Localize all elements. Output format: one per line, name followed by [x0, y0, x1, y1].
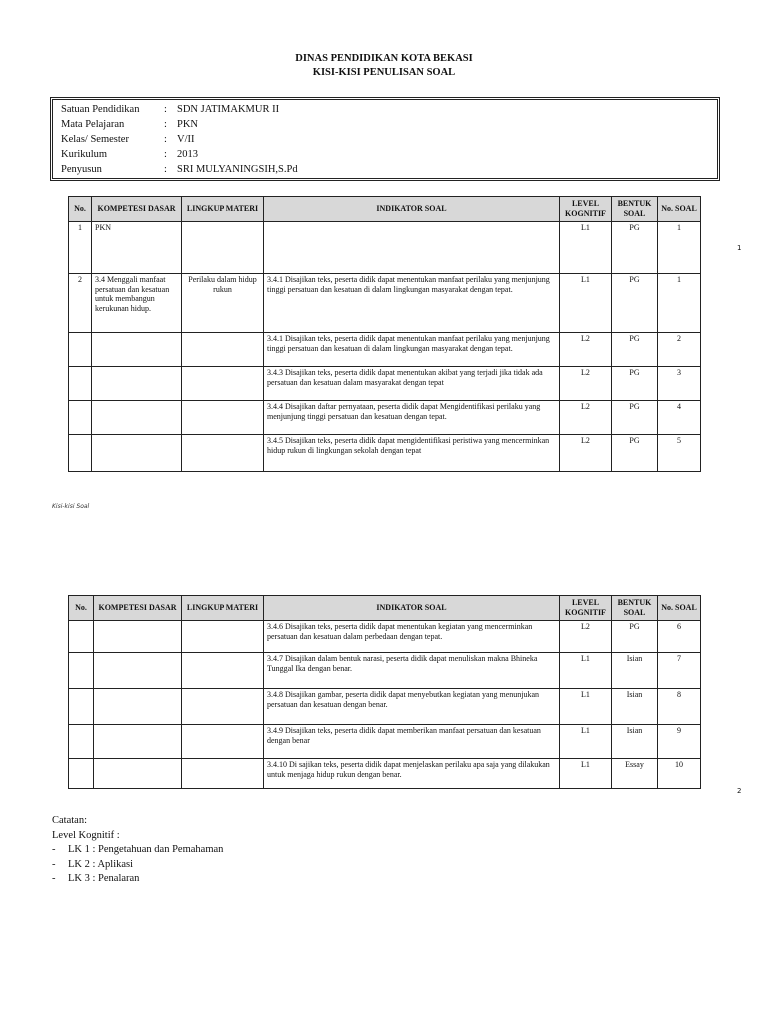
- cell-indikator: 3.4.9 Disajikan teks, peserta didik dapat memberikan manfaat persatuan dan kesatuan dengan benar: [264, 725, 560, 759]
- cell-lm: [182, 759, 264, 789]
- info-colon: :: [164, 119, 167, 130]
- col-level-kognitif: LEVEL KOGNITIF: [560, 197, 612, 222]
- header-line-2: KISI-KISI PENULISAN SOAL: [312, 67, 456, 78]
- cell-bs: PG: [612, 621, 658, 653]
- col-no-soal: No. SOAL: [658, 197, 701, 222]
- cell-ns: 9: [658, 725, 701, 759]
- cell-indikator: 3.4.6 Disajikan teks, peserta didik dapat menentukan kegiatan yang mencerminkan persatuan dan kesatuan dalam perbedaan dengan tepat.: [264, 621, 560, 653]
- cell-kd: [94, 725, 182, 759]
- notes-item: [52, 843, 223, 858]
- table-row: [69, 333, 701, 367]
- cell-bs: PG: [612, 401, 658, 435]
- cell-lk: L2: [560, 435, 612, 472]
- cell-ns: 7: [658, 653, 701, 689]
- cell-lk: L2: [560, 333, 612, 367]
- col-no: No.: [69, 596, 94, 621]
- cell-bs: PG: [612, 435, 658, 472]
- table-row: [69, 759, 701, 789]
- cell-lk: L1: [560, 689, 612, 725]
- info-value: 2013: [177, 149, 198, 160]
- cell-lk: L2: [560, 401, 612, 435]
- cell-lm: [182, 689, 264, 725]
- cell-lm: Perilaku dalam hidup rukun: [182, 274, 264, 333]
- cell-indikator: 3.4.10 Di sajikan teks, peserta didik dapat menjelaskan perilaku apa saja yang dilakukan untuk menjaga hidup rukun dengan benar.: [264, 759, 560, 789]
- cell-bs: Isian: [612, 725, 658, 759]
- cell-kd: [94, 759, 182, 789]
- info-value: SDN JATIMAKMUR II: [177, 104, 280, 115]
- col-lingkup-materi: LINGKUP MATERI: [182, 596, 264, 621]
- cell-indikator: 3.4.1 Disajikan teks, peserta didik dapat menentukan manfaat perilaku yang menjunjung tinggi persatuan dan kesatuan di dalam lingkungan masyarakat dengan tepat.: [264, 274, 560, 333]
- page-number-1: 1: [737, 244, 742, 252]
- cell-kd: [92, 333, 182, 367]
- cell-kd: 3.4 Menggali manfaat persatuan dan kesatuan untuk membangun kerukunan hidup.: [92, 274, 182, 333]
- cell-lk: L1: [560, 759, 612, 789]
- cell-lm: [182, 367, 264, 401]
- cell-lm: [182, 401, 264, 435]
- col-level-kognitif: LEVEL KOGNITIF: [560, 596, 612, 621]
- kisi-kisi-table-1: [68, 196, 701, 472]
- col-bentuk-soal: BENTUK SOAL: [612, 596, 658, 621]
- notes-item-text: LK 1 : Pengetahuan dan Pemahaman: [68, 844, 224, 855]
- cell-kd: [94, 689, 182, 725]
- col-lingkup-materi: LINGKUP MATERI: [182, 197, 264, 222]
- info-value: V/II: [177, 134, 195, 145]
- cell-lm: [182, 222, 264, 274]
- cell-kd: [92, 401, 182, 435]
- info-value: PKN: [177, 119, 199, 130]
- header-line-1: DINAS PENDIDIKAN KOTA BEKASI: [295, 53, 473, 64]
- cell-indikator: 3.4.8 Disajikan gambar, peserta didik dapat menyebutkan kegiatan yang menunjukan persatuan dan kesatuan dengan benar.: [264, 689, 560, 725]
- cell-lk: L1: [560, 725, 612, 759]
- cell-lk: L2: [560, 367, 612, 401]
- cell-indikator: 3.4.3 Disajikan teks, peserta didik dapat menentukan akibat yang terjadi jika tidak ada persatuan dan kesatuan dalam masyarakat dengan tepat: [264, 367, 560, 401]
- cell-ns: 4: [658, 401, 701, 435]
- cell-ns: 1: [658, 222, 701, 274]
- cell-no: [69, 759, 94, 789]
- cell-no: [69, 653, 94, 689]
- cell-lk: L1: [560, 653, 612, 689]
- info-colon: :: [164, 104, 167, 115]
- col-no-soal: No. SOAL: [658, 596, 701, 621]
- info-label: Penyusun: [61, 164, 102, 175]
- cell-no: [69, 621, 94, 653]
- cell-lk: L2: [560, 621, 612, 653]
- cell-lm: [182, 725, 264, 759]
- cell-bs: Isian: [612, 689, 658, 725]
- col-no: No.: [69, 197, 92, 222]
- cell-bs: PG: [612, 367, 658, 401]
- cell-ns: 1: [658, 274, 701, 333]
- table-header-row: [69, 197, 701, 222]
- notes-item-text: LK 2 : Aplikasi: [68, 858, 134, 870]
- notes-item: [52, 858, 223, 873]
- col-kompetensi-dasar: KOMPETESI DASAR: [92, 197, 182, 222]
- cell-lm: [182, 621, 264, 653]
- cell-bs: PG: [612, 333, 658, 367]
- info-value: SRI MULYANINGSIH,S.Pd: [177, 164, 298, 175]
- cell-kd: PKN: [92, 222, 182, 274]
- info-label: Mata Pelajaran: [61, 119, 125, 130]
- cell-lm: [182, 435, 264, 472]
- cell-ns: 10: [658, 759, 701, 789]
- notes-subtitle: Level Kognitif :: [52, 829, 120, 841]
- table-header-row: [69, 596, 701, 621]
- cell-ns: 5: [658, 435, 701, 472]
- cell-no: [69, 333, 92, 367]
- cell-no: 2: [69, 274, 92, 333]
- info-label: Satuan Pendidikan: [61, 104, 140, 115]
- cell-indikator: 3.4.4 Disajikan daftar pernyataan, peserta didik dapat Mengidentifikasi perilaku yang menjunjung tinggi persatuan dan kesatuan dengan tepat.: [264, 401, 560, 435]
- table-row: [69, 689, 701, 725]
- info-colon: :: [164, 134, 167, 145]
- notes-section: [52, 814, 223, 887]
- cell-lm: [182, 333, 264, 367]
- info-label: Kelas/ Semester: [61, 134, 129, 145]
- cell-kd: [92, 435, 182, 472]
- table-row: [69, 725, 701, 759]
- notes-item: [52, 872, 223, 887]
- bullet-dash: -: [52, 873, 56, 884]
- page-number-2: 2: [737, 787, 742, 795]
- cell-indikator: [264, 222, 560, 274]
- cell-indikator: 3.4.1 Disajikan teks, peserta didik dapat menentukan manfaat perilaku yang menjunjung tinggi persatuan dan kesatuan di dalam lingkungan masyarakat dengan tepat.: [264, 333, 560, 367]
- notes-title: Catatan:: [52, 815, 87, 826]
- cell-no: [69, 367, 92, 401]
- table-row: [69, 401, 701, 435]
- cell-bs: PG: [612, 222, 658, 274]
- cell-no: [69, 435, 92, 472]
- cell-kd: [94, 653, 182, 689]
- cell-bs: Isian: [612, 653, 658, 689]
- col-indikator-soal: INDIKATOR SOAL: [264, 197, 560, 222]
- table-row: [69, 222, 701, 274]
- table-row: [69, 274, 701, 333]
- cell-kd: [94, 621, 182, 653]
- kisi-kisi-table-2: [68, 595, 701, 789]
- cell-no: [69, 725, 94, 759]
- col-bentuk-soal: BENTUK SOAL: [612, 197, 658, 222]
- cell-ns: 2: [658, 333, 701, 367]
- cell-no: 1: [69, 222, 92, 274]
- table-row: [69, 621, 701, 653]
- cell-ns: 8: [658, 689, 701, 725]
- info-colon: :: [164, 164, 167, 175]
- cell-lk: L1: [560, 222, 612, 274]
- info-label: Kurikulum: [61, 149, 108, 160]
- info-colon: :: [164, 149, 167, 160]
- notes-item-text: LK 3 : Penalaran: [68, 873, 140, 884]
- bullet-dash: -: [52, 844, 56, 855]
- bullet-dash: -: [52, 858, 56, 870]
- cell-bs: PG: [612, 274, 658, 333]
- cell-lk: L1: [560, 274, 612, 333]
- cell-indikator: 3.4.5 Disajikan teks, peserta didik dapat mengidentifikasi peristiwa yang mencerminkan hidup rukun di lingkungan sekolah dengan tepat: [264, 435, 560, 472]
- info-box: [50, 97, 720, 181]
- col-indikator-soal: INDIKATOR SOAL: [264, 596, 560, 621]
- col-kompetensi-dasar: KOMPETESI DASAR: [94, 596, 182, 621]
- table-row: [69, 367, 701, 401]
- table-row: [69, 653, 701, 689]
- cell-ns: 6: [658, 621, 701, 653]
- cell-ns: 3: [658, 367, 701, 401]
- cell-lm: [182, 653, 264, 689]
- cell-no: [69, 689, 94, 725]
- cell-bs: Essay: [612, 759, 658, 789]
- table-row: [69, 435, 701, 472]
- cell-indikator: 3.4.7 Disajikan dalam bentuk narasi, peserta didik dapat menuliskan makna Bhineka Tunggal Ika dengan benar.: [264, 653, 560, 689]
- footer-label: Kisi-kisi Soal: [52, 503, 90, 510]
- cell-kd: [92, 367, 182, 401]
- cell-no: [69, 401, 92, 435]
